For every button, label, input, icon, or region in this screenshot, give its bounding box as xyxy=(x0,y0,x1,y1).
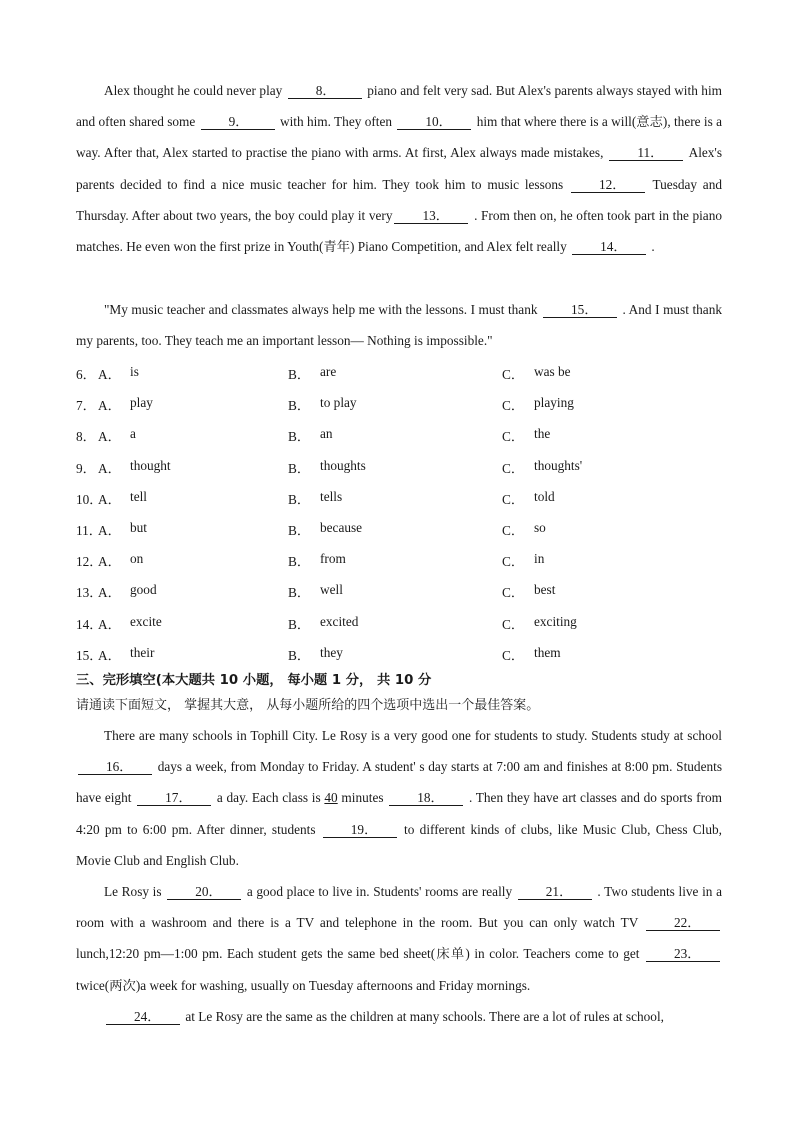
question-number: 8． xyxy=(76,429,96,445)
option-a[interactable]: thought xyxy=(130,457,171,473)
option-label-c: C． xyxy=(502,554,525,570)
option-c[interactable]: playing xyxy=(534,395,574,411)
passage-text: days a week, from Monday to Friday. A student' s day starts at 7:00 am and finishes at 8:00 pm. Students have eight xyxy=(76,759,722,806)
passage-text: at Le Rosy are the same as the children at many schools. There are a lot of rules at school, xyxy=(182,1009,664,1024)
option-b[interactable]: are xyxy=(320,364,337,379)
option-b[interactable]: well xyxy=(320,582,343,598)
option-a[interactable]: a xyxy=(130,426,136,442)
section3-heading: 三、完形填空(本大题共 10 小题， 每小题 1 分， 共 10 分 xyxy=(76,673,432,688)
answer-blank: 12． xyxy=(571,177,645,193)
option-label-a: A． xyxy=(98,647,121,663)
option-label-a: A． xyxy=(98,460,121,476)
passage1-paragraph1 xyxy=(76,75,722,262)
passage-text: Alex thought he could never play xyxy=(104,83,286,98)
option-label-b: B． xyxy=(288,429,311,445)
option-row xyxy=(76,520,722,542)
option-a[interactable]: is xyxy=(130,364,139,379)
option-label-b: B． xyxy=(288,367,311,382)
option-row xyxy=(76,551,722,573)
option-b[interactable]: from xyxy=(320,551,346,567)
option-label-c: C． xyxy=(502,616,525,632)
passage-text: "My music teacher and classmates always help me with the lessons. I must thank xyxy=(104,302,542,317)
option-label-a: A． xyxy=(98,367,121,382)
option-b[interactable]: excited xyxy=(320,613,359,629)
underlined-number: 40 xyxy=(324,790,338,806)
passage-text: . xyxy=(648,239,655,255)
option-row xyxy=(76,458,722,480)
question-number: 12． xyxy=(76,554,103,570)
option-label-b: B． xyxy=(288,585,311,601)
option-b[interactable]: to play xyxy=(320,395,357,411)
passage-text: with him. They often xyxy=(276,114,396,130)
option-b[interactable]: they xyxy=(320,644,343,660)
option-c[interactable]: exciting xyxy=(534,613,577,629)
question-number: 14． xyxy=(76,616,103,632)
option-row xyxy=(76,489,722,511)
answer-blank: 17． xyxy=(137,790,211,806)
option-label-b: B． xyxy=(288,616,311,632)
question-number: 15． xyxy=(76,647,103,663)
option-label-c: C． xyxy=(502,429,525,445)
option-row xyxy=(76,645,722,667)
option-row xyxy=(76,364,722,386)
answer-blank: 19． xyxy=(323,822,397,838)
passage-text: a day. Each class is xyxy=(213,790,325,806)
passage-text: Le Rosy is xyxy=(104,884,166,899)
option-label-b: B． xyxy=(288,554,311,570)
option-a[interactable]: tell xyxy=(130,488,147,504)
passage-text: . Then they have art classes and do sports from 4:20 pm to 6:00 pm. After dinner, students xyxy=(76,790,722,837)
option-label-b: B． xyxy=(288,523,311,538)
passage-text: him that where there is a will(意志), there is a way. After that, Alex started to practise the piano with arms. At first, Alex always made mistakes, xyxy=(76,114,723,161)
option-c[interactable]: thoughts' xyxy=(534,457,583,473)
passage-text: Tuesday and Thursday. After about two years, the boy could play it very xyxy=(76,176,723,223)
option-label-b: B． xyxy=(288,491,311,507)
question-number: 13． xyxy=(76,585,103,601)
option-label-b: B． xyxy=(288,398,311,414)
answer-blank: 16． xyxy=(78,759,152,775)
answer-blank: 21． xyxy=(518,884,592,900)
answer-blank: 9． xyxy=(201,114,275,130)
passage-text: a good place to live in. Students' rooms are really xyxy=(243,884,516,899)
option-c[interactable]: the xyxy=(534,426,551,442)
option-c[interactable]: told xyxy=(534,488,555,504)
option-c[interactable]: was be xyxy=(534,364,571,379)
answer-blank: 24． xyxy=(106,1009,180,1025)
option-label-a: A． xyxy=(98,491,121,507)
answer-blank: 22． xyxy=(646,915,720,931)
option-label-a: A． xyxy=(98,585,121,601)
answer-blank: 15． xyxy=(543,302,617,318)
answer-blank: 14． xyxy=(572,239,646,255)
option-a[interactable]: play xyxy=(130,395,153,411)
answer-blank: 8． xyxy=(288,83,362,99)
passage-text: . Two students live in a room with a washroom and there is a TV and telephone in the room. But you can only watch TV xyxy=(76,884,722,931)
answer-blank: 13． xyxy=(394,208,468,224)
option-b[interactable]: because xyxy=(320,520,363,535)
option-c[interactable]: them xyxy=(534,644,561,660)
passage-text: Alex's parents decided to find a nice music teacher for him. They took him to music lessons xyxy=(76,145,723,192)
passage-text: to different kinds of clubs, like Music Club, Chess Club, Movie Club and English Club. xyxy=(76,821,722,868)
passage1-paragraph2 xyxy=(76,294,722,356)
option-label-c: C． xyxy=(502,460,525,476)
option-label-a: A． xyxy=(98,616,121,632)
answer-blank: 20． xyxy=(167,884,241,900)
passage-text: . From then on, he often took part in the piano matches. He even won the first prize in Youth(青年) Piano Competition, and Alex felt really xyxy=(76,207,723,255)
option-a[interactable]: excite xyxy=(130,613,162,629)
question-number: 9． xyxy=(76,460,96,476)
passage2-paragraph1 xyxy=(76,720,722,876)
option-label-c: C． xyxy=(502,585,525,601)
section3-instruction: 请通读下面短文， 掌握其大意， 从每小题所给的四个选项中选出一个最佳答案。 xyxy=(76,698,540,713)
option-c[interactable]: so xyxy=(534,520,546,535)
option-row xyxy=(76,395,722,417)
answer-blank: 18． xyxy=(389,790,463,806)
answer-blank: 23． xyxy=(646,946,720,962)
question-number: 7． xyxy=(76,398,96,414)
option-label-c: C． xyxy=(502,367,525,382)
passage-text: piano and felt very sad. But Alex's parents always stayed with him and often shared some xyxy=(76,83,722,130)
option-label-c: C． xyxy=(502,523,525,538)
passage-text: twice(两次)a week for washing, usually on Tuesday afternoons and Friday mornings. xyxy=(76,977,531,993)
option-a[interactable]: their xyxy=(130,644,155,660)
passage-text: minutes xyxy=(337,790,388,806)
question-number: 6． xyxy=(76,367,96,382)
passage2-paragraph2 xyxy=(76,876,722,1001)
option-c[interactable]: in xyxy=(534,551,545,567)
option-b[interactable]: tells xyxy=(320,488,343,504)
option-label-a: A． xyxy=(98,398,121,414)
option-row xyxy=(76,614,722,636)
option-c[interactable]: best xyxy=(534,582,556,598)
option-a[interactable]: on xyxy=(130,551,144,567)
option-label-a: A． xyxy=(98,554,121,570)
question-number: 11． xyxy=(76,523,103,538)
option-label-c: C． xyxy=(502,491,525,507)
passage2-paragraph3 xyxy=(76,1001,722,1032)
option-label-a: A． xyxy=(98,523,121,538)
option-b[interactable]: an xyxy=(320,426,333,442)
answer-blank: 10． xyxy=(397,114,471,130)
option-row xyxy=(76,582,722,604)
passage-text: lunch,12:20 pm—1:00 pm. Each student gets the same bed sheet(床单) in color. Teachers come to get xyxy=(76,946,644,962)
option-label-b: B． xyxy=(288,647,311,663)
answer-blank: 11． xyxy=(609,145,683,161)
option-a[interactable]: good xyxy=(130,582,157,598)
option-a[interactable]: but xyxy=(130,520,147,535)
question-number: 10． xyxy=(76,491,103,507)
passage-text: There are many schools in Tophill City. Le Rosy is a very good one for students to study. Students study at school xyxy=(104,728,722,743)
passage-text: . And I must thank my parents, too. They teach me an important lesson— Nothing is impossible." xyxy=(76,302,722,349)
option-label-b: B． xyxy=(288,460,311,476)
option-label-c: C． xyxy=(502,398,525,414)
option-label-a: A． xyxy=(98,429,121,445)
option-b[interactable]: thoughts xyxy=(320,457,366,473)
option-row xyxy=(76,426,722,448)
option-label-c: C． xyxy=(502,647,525,663)
